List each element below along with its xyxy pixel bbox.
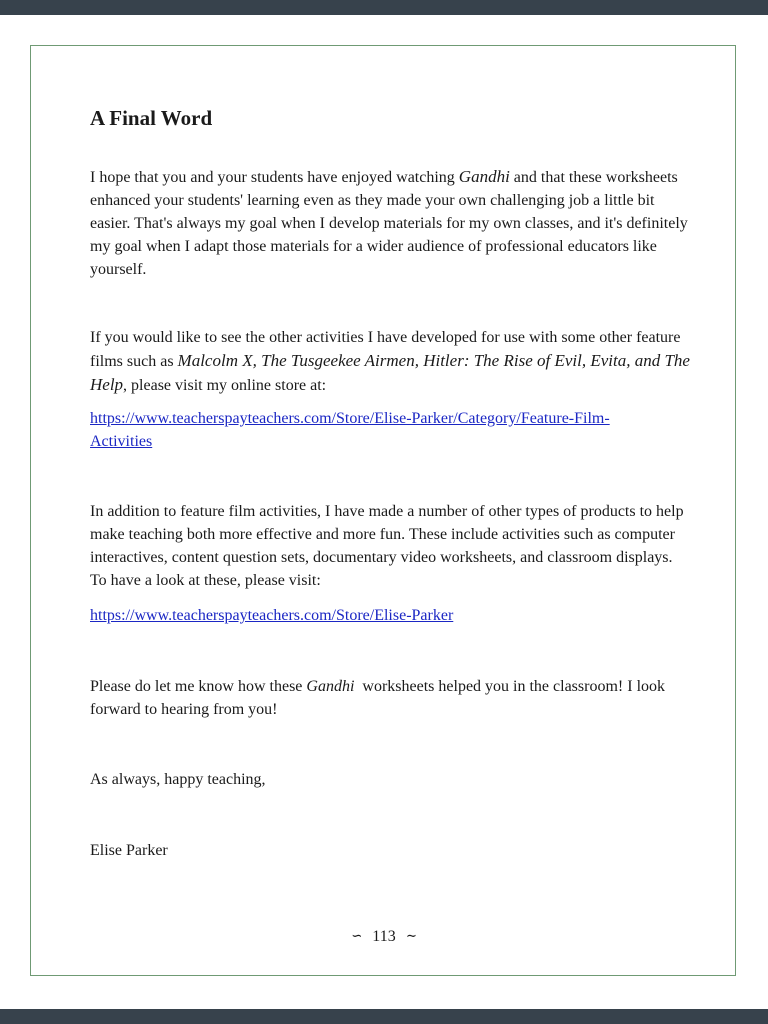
closing-block bbox=[90, 768, 690, 791]
page-title: A Final Word bbox=[90, 106, 213, 130]
other-products-text: In addition to feature film activities, I have made a number of other types of products to help make teaching both more effective and more fun. These include activities such as computer interactives, content question sets, documentary video worksheets, and classroom displays. To have a look at these, please visit: bbox=[90, 503, 684, 589]
link-line-2: Activities bbox=[90, 433, 153, 450]
film-titles-list: Malcolm X, The Tusgeekee Airmen, Hitler: The Rise of Evil, Evita, and The Help bbox=[90, 351, 690, 394]
intro-text-end: and that these worksheets enhanced your students' learning even as they made your own challenging job a little bit easier. That's always my goal when I develop materials for my own classes, and it's definitely my goal when I adapt those materials for a wider audience of professional educators like yourself. bbox=[90, 169, 688, 278]
feedback-text-start: Please do let me know how these bbox=[90, 678, 307, 695]
other-films-text-end: , please visit my online store at: bbox=[123, 377, 327, 394]
top-bar bbox=[0, 0, 768, 15]
film-title-gandhi-2: Gandhi bbox=[306, 678, 355, 695]
store-link-block bbox=[90, 604, 690, 627]
closing-line: As always, happy teaching, bbox=[90, 771, 266, 788]
paragraph-other-products bbox=[90, 500, 690, 592]
feature-film-link-block bbox=[90, 407, 690, 453]
left-ornament-icon: ∽ bbox=[351, 928, 363, 944]
intro-text-start: I hope that you and your students have enjoyed watching bbox=[90, 169, 459, 186]
paragraph-feedback bbox=[90, 675, 690, 721]
film-title-gandhi: Gandhi bbox=[458, 167, 510, 186]
paragraph-intro bbox=[90, 165, 690, 281]
right-ornament-icon: ∽ bbox=[405, 928, 417, 944]
signature: Elise Parker bbox=[90, 842, 168, 859]
feedback-text-end: worksheets helped you in the classroom! I look forward to hearing from you! bbox=[90, 678, 670, 718]
feature-film-store-link[interactable] bbox=[90, 410, 610, 450]
page-number: 113 bbox=[372, 928, 396, 945]
bottom-bar bbox=[0, 1009, 768, 1024]
link-line-1: https://www.teacherspayteachers.com/Store/Elise-Parker/Category/Feature-Film- bbox=[90, 410, 610, 427]
signature-block bbox=[90, 839, 690, 862]
store-link[interactable]: https://www.teacherspayteachers.com/Store/Elise-Parker bbox=[90, 607, 454, 624]
other-films-text-start: If you would like to see the other activities I have developed for use with some other feature films such as bbox=[90, 329, 681, 370]
paragraph-other-films bbox=[90, 326, 690, 397]
page-footer bbox=[0, 926, 768, 948]
